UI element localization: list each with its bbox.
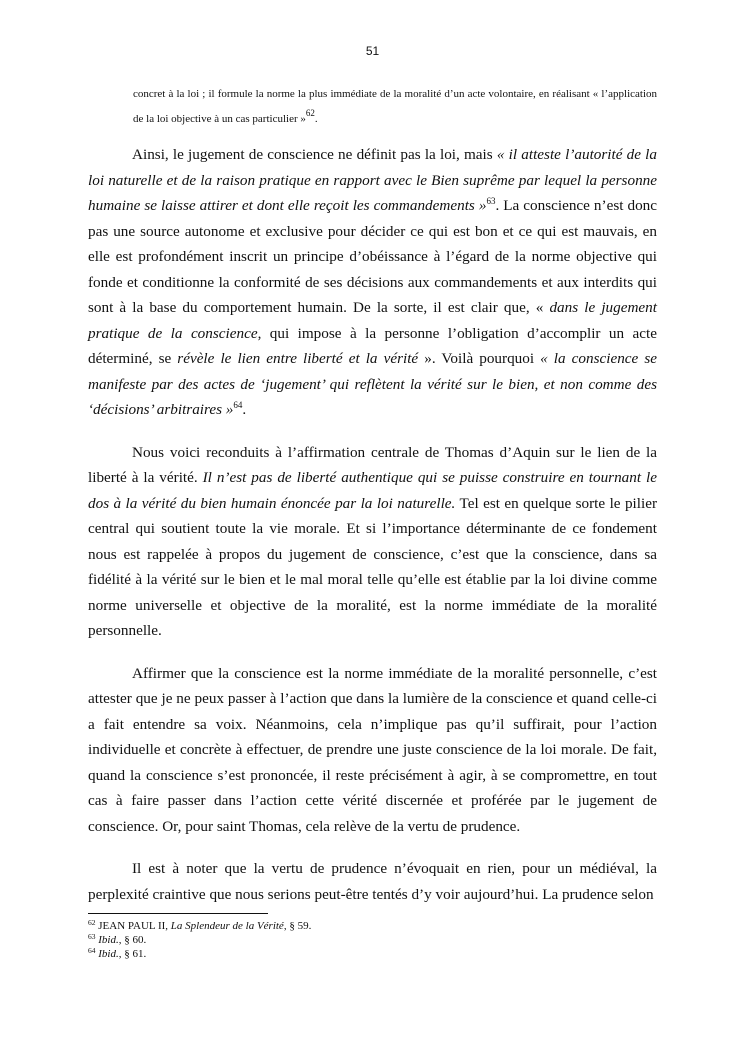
p1-text-2: . La conscience n’est donc pas une source autonome et exclusive pour décider ce qui est bon et ce qui est mauvais, en elle est profondément inscrit un principe d’obéissance à l’égard de la norme objective qui fonde et conditionne la conformité de ses décisions aux commandements et aux interdits qui sont à la base du comportement humain. De la sorte, il est clair que, « [88, 197, 657, 316]
footnote-title: Ibid. [98, 948, 119, 960]
quote-end: . [314, 113, 318, 125]
footnote-62 [88, 919, 657, 933]
paragraph-3: Affirmer que la conscience est la norme immédiate de la moralité personnelle, c’est attester que je ne peux passer à l’action que dans la lumière de la conscience et quand celle-ci a fait entendre sa voix. Néanmoins, cela n’implique pas qu’il suffirait, pour l’action individuelle et concrète à effectuer, de prendre une juste conscience de la loi morale. De fait, quand la conscience s’est prononcée, il reste précisément à agir, à se compromettre, en tout cas à faire passer dans l’action cette vérité discernée et proférée par le jugement de conscience. Or, pour saint Thomas, cela relève de la vertu de prudence. [88, 664, 657, 835]
p2-text-2: Tel est en quelque sorte le pilier central qui soutient toute la vie morale. Et si l’importance déterminante de ce fondement nous est rappelée à propos du jugement de conscience, c’est que la conscience, dans sa fidélité à la vérité sur le bien et le mal moral telle qu’elle est établie par la loi divine comme norme universelle et objective de la moralité, est la norme immédiate de la moralité personnelle. [88, 494, 657, 639]
p1-italic-2: dans le jugement pratique de la conscience [88, 299, 657, 342]
p2-italic-1: Il n’est pas de liberté authentique qui se puisse construire en tournant le dos à la vérité du bien humain énoncée par la loi naturelle. [88, 469, 657, 512]
footnote-section: , § 61. [118, 948, 147, 960]
paragraph-4: Il est à noter que la vertu de prudence n’évoquait en rien, pour un médiéval, la perplexité craintive que nous serions peut-être tentés d’y voir aujourd’hui. La prudence selon [88, 860, 657, 903]
block-quote [133, 82, 657, 132]
footnote-section: , § 59. [283, 920, 312, 932]
quote-line-2: « l’application de la loi objective à un cas particulier » [133, 88, 658, 125]
footnote-ref-63[interactable]: 63 [486, 196, 496, 206]
footnote-number: 62 [88, 918, 96, 927]
footnote-ref-62[interactable]: 62 [305, 108, 315, 118]
footnotes [88, 919, 657, 961]
paragraph-2 [88, 440, 657, 644]
p1-text-4: ». Voilà pourquoi [418, 350, 541, 367]
page-number: 51 [365, 44, 380, 58]
p2-text-1: Nous voici reconduits à l’affirmation centrale de Thomas d’Aquin sur le lien de la liberté à la vérité. [88, 443, 657, 486]
footnote-63 [88, 933, 657, 947]
p1-text-1: Ainsi, le jugement de conscience ne définit pas la loi, mais [132, 146, 497, 163]
quote-line-1: concret à la loi ; il formule la norme la plus immédiate de la moralité d’un acte volontaire, en réalisant [133, 88, 590, 100]
p1-text-3: , qui impose à la personne l’obligation d’accomplir un acte déterminé, se [88, 324, 658, 367]
footnote-number: 64 [88, 946, 96, 955]
paragraph-1 [88, 142, 657, 423]
footnote-64 [88, 947, 657, 961]
p1-italic-3: révèle le lien entre liberté et la vérité [177, 350, 419, 367]
footnote-separator [88, 913, 268, 914]
body-text [88, 142, 657, 924]
footnote-title: La Splendeur de la Vérité [170, 920, 284, 932]
footnote-title: Ibid. [98, 934, 119, 946]
p1-text-5: . [242, 401, 247, 418]
p1-italic-quote-1: « il atteste l’autorité de la loi naturelle et de la raison pratique en rapport avec le Bien suprême par lequel la personne humaine se laisse attirer et dont elle reçoit les commandements » [88, 146, 657, 214]
footnote-author: JEAN PAUL II, [95, 920, 171, 932]
footnote-number: 63 [88, 932, 96, 941]
p1-italic-quote-4: « la conscience se manifeste par des actes de ‘jugement’ qui reflètent la vérité sur le bien, et non comme des ‘décisions’ arbitraires » [88, 350, 657, 418]
footnote-ref-64[interactable]: 64 [233, 400, 243, 410]
footnote-section: , § 60. [118, 934, 147, 946]
